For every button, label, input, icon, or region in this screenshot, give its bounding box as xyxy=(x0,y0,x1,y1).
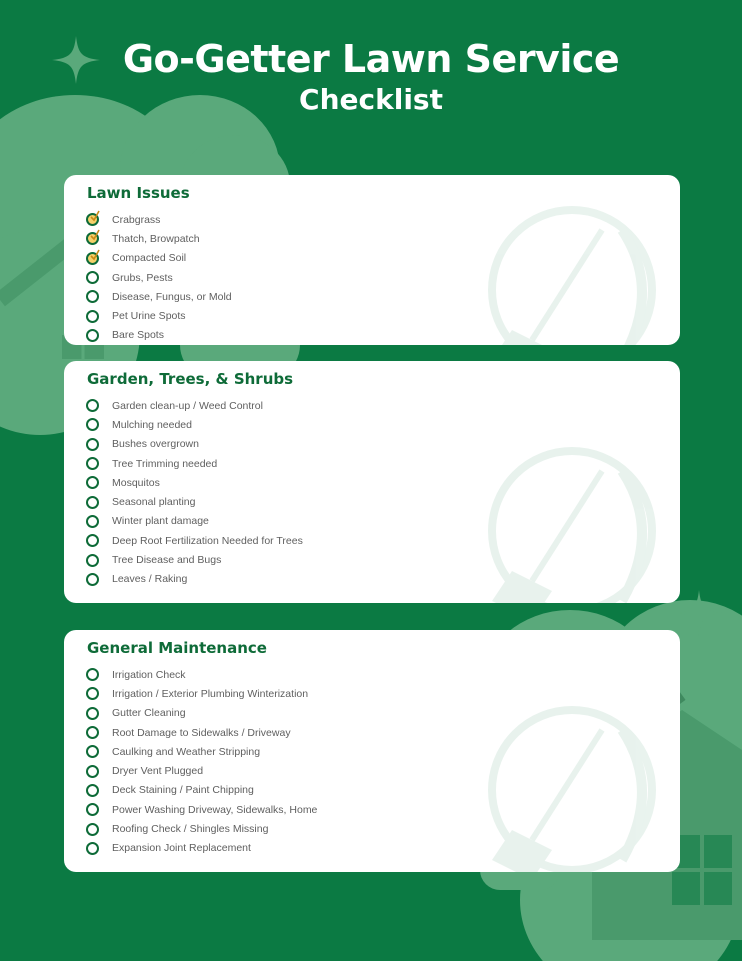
section-card-general-maintenance xyxy=(64,630,680,872)
checklist-item-label: Expansion Joint Replacement xyxy=(112,842,251,855)
circle-icon[interactable] xyxy=(86,784,99,797)
page-title: Go-Getter Lawn Service xyxy=(122,37,620,81)
checklist-item-label: Dryer Vent Plugged xyxy=(112,765,204,778)
checklist-item[interactable] xyxy=(86,454,303,473)
checklist-item-label: Deep Root Fertilization Needed for Trees xyxy=(112,534,303,547)
checklist-item[interactable] xyxy=(86,839,317,858)
checklist-item[interactable] xyxy=(86,570,303,589)
circle-icon[interactable] xyxy=(86,687,99,700)
checklist-item[interactable] xyxy=(86,781,317,800)
circle-icon[interactable] xyxy=(86,668,99,681)
circle-icon[interactable] xyxy=(86,438,99,451)
checklist-item-label: Garden clean-up / Weed Control xyxy=(112,399,263,412)
checklist-item-label: Mulching needed xyxy=(112,418,192,431)
broom-cleaning-icon xyxy=(472,190,672,345)
circle-icon[interactable] xyxy=(86,745,99,758)
checklist-item[interactable] xyxy=(86,249,232,268)
checklist-item[interactable] xyxy=(86,512,303,531)
checklist-item[interactable] xyxy=(86,396,303,415)
checklist-item-label: Bushes overgrown xyxy=(112,438,199,451)
circle-icon[interactable] xyxy=(86,534,99,547)
checklist-item-label: Power Washing Driveway, Sidewalks, Home xyxy=(112,803,318,816)
circle-icon[interactable] xyxy=(86,842,99,855)
checklist xyxy=(86,665,317,858)
checklist-item[interactable] xyxy=(86,268,232,287)
circle-icon[interactable] xyxy=(86,271,99,284)
checklist-item[interactable] xyxy=(86,306,232,325)
circle-icon[interactable] xyxy=(86,765,99,778)
checked-circle-icon[interactable] xyxy=(86,232,99,245)
page-header xyxy=(0,36,742,118)
section-title: Garden, Trees, & Shrubs xyxy=(87,370,294,388)
checklist-item-label: Grubs, Pests xyxy=(112,271,173,284)
checklist-item-label: Thatch, Browpatch xyxy=(112,232,200,245)
checklist-item-label: Crabgrass xyxy=(112,213,161,226)
checklist-item[interactable] xyxy=(86,800,317,819)
circle-icon[interactable] xyxy=(86,476,99,489)
checklist-item-label: Caulking and Weather Stripping xyxy=(112,745,261,758)
checklist-item[interactable] xyxy=(86,210,232,229)
checklist-item[interactable] xyxy=(86,761,317,780)
circle-icon[interactable] xyxy=(86,573,99,586)
checklist xyxy=(86,210,232,345)
checklist-item-label: Irrigation / Exterior Plumbing Winterization xyxy=(112,687,309,700)
checklist-item-label: Seasonal planting xyxy=(112,496,196,509)
checked-circle-icon[interactable] xyxy=(86,213,99,226)
checklist-item[interactable] xyxy=(86,742,317,761)
checklist-item-label: Compacted Soil xyxy=(112,252,187,265)
checklist-item-label: Leaves / Raking xyxy=(112,573,188,586)
broom-cleaning-icon xyxy=(472,690,672,872)
checklist-item[interactable] xyxy=(86,704,317,723)
circle-icon[interactable] xyxy=(86,290,99,303)
circle-icon[interactable] xyxy=(86,329,99,342)
checklist-item-label: Tree Trimming needed xyxy=(112,457,218,470)
section-card-lawn-issues xyxy=(64,175,680,345)
checklist-item[interactable] xyxy=(86,229,232,248)
circle-icon[interactable] xyxy=(86,803,99,816)
checklist-item-label: Mosquitos xyxy=(112,476,160,489)
checklist-item[interactable] xyxy=(86,684,317,703)
checklist-item[interactable] xyxy=(86,723,317,742)
circle-icon[interactable] xyxy=(86,399,99,412)
checklist-item-label: Bare Spots xyxy=(112,329,164,342)
sparkle-icon xyxy=(676,590,722,636)
checklist-item-label: Winter plant damage xyxy=(112,515,209,528)
circle-icon[interactable] xyxy=(86,726,99,739)
checklist-item[interactable] xyxy=(86,435,303,454)
checklist-item-label: Deck Staining / Paint Chipping xyxy=(112,784,254,797)
circle-icon[interactable] xyxy=(86,310,99,323)
circle-icon[interactable] xyxy=(86,457,99,470)
page-subtitle: Checklist xyxy=(299,83,443,116)
section-title: Lawn Issues xyxy=(87,184,190,202)
checklist-item-label: Root Damage to Sidewalks / Driveway xyxy=(112,726,291,739)
circle-icon[interactable] xyxy=(86,554,99,567)
checklist-item[interactable] xyxy=(86,415,303,434)
circle-icon[interactable] xyxy=(86,707,99,720)
checklist-item[interactable] xyxy=(86,287,232,306)
checklist-item-label: Roofing Check / Shingles Missing xyxy=(112,823,269,836)
section-card-garden-trees-shrubs xyxy=(64,361,680,603)
checklist-item-label: Tree Disease and Bugs xyxy=(112,554,222,567)
broom-cleaning-icon xyxy=(472,431,672,603)
circle-icon[interactable] xyxy=(86,418,99,431)
checklist-item-label: Irrigation Check xyxy=(112,668,186,681)
checklist-item[interactable] xyxy=(86,665,317,684)
checklist-item[interactable] xyxy=(86,326,232,345)
checklist-item-label: Disease, Fungus, or Mold xyxy=(112,290,232,303)
circle-icon[interactable] xyxy=(86,823,99,836)
checklist-item[interactable] xyxy=(86,819,317,838)
checklist-item[interactable] xyxy=(86,550,303,569)
checklist-item-label: Gutter Cleaning xyxy=(112,707,186,720)
circle-icon[interactable] xyxy=(86,496,99,509)
checklist-item[interactable] xyxy=(86,531,303,550)
checklist-item-label: Pet Urine Spots xyxy=(112,310,186,323)
checklist-item[interactable] xyxy=(86,492,303,511)
checked-circle-icon[interactable] xyxy=(86,252,99,265)
circle-icon[interactable] xyxy=(86,515,99,528)
section-title: General Maintenance xyxy=(87,639,267,657)
checklist xyxy=(86,396,303,589)
checklist-item[interactable] xyxy=(86,473,303,492)
